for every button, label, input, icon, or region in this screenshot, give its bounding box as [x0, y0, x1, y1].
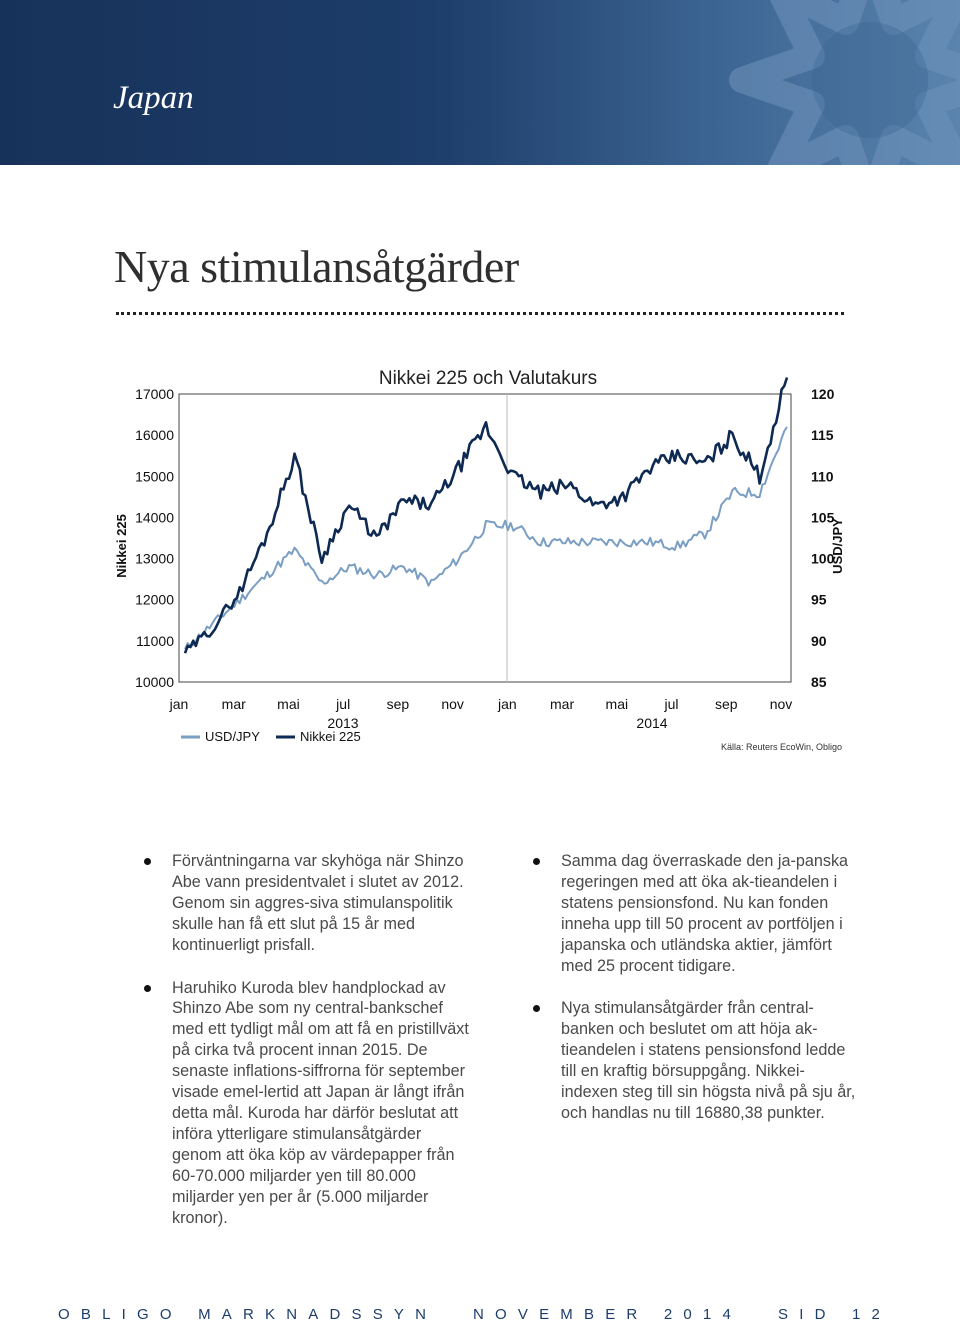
bullet-abe-election: Förväntningarna var skyhöga när Shinzo Abe vann presidentvalet i slutet av 2012. Genom sin aggres-siva stimulanspolitik skulle han få ett slut på 15 år med kontinuerligt prisfall. — [172, 851, 472, 956]
left-tick-label: 13000 — [135, 550, 174, 567]
right-tick-label: 115 — [811, 427, 834, 444]
star-logo-icon — [720, 0, 960, 165]
left-column — [172, 851, 472, 1250]
x-tick-label: nov — [769, 696, 793, 712]
x-axis-ticks — [169, 696, 793, 731]
series-line — [185, 378, 787, 654]
right-tick-label: 110 — [811, 468, 834, 485]
right-tick-label: 85 — [811, 674, 827, 690]
series-line — [185, 427, 787, 649]
nikkei-usdjpy-chart — [0, 350, 960, 760]
page-title: Nya stimulansåtgärder — [114, 241, 519, 292]
right-tick-label: 95 — [811, 591, 827, 608]
footer-date: NOVEMBER 2014 — [473, 1306, 742, 1323]
chart-source: Källa: Reuters EcoWin, Obligo — [720, 742, 842, 752]
bullet-kuroda: Haruhiko Kuroda blev handplockad av Shinzo Abe som ny central-bankschef med ett tydligt mål om att få en pristillväxt på cirka två procent innan 2015. De senaste inflations-siffrorna för september visade emel-lertid att Japan är långt ifrån detta mål. Kuroda har därför beslutat att införa ytterligare stimulansåtgärder genom att öka köp av värdepapper från 60-70.000 miljarder yen till 80.000 miljarder yen per år (5.000 miljarder kronor). — [172, 978, 472, 1229]
x-tick-label: nov — [441, 696, 464, 712]
x-tick-label: mar — [550, 696, 575, 712]
left-tick-label: 11000 — [136, 632, 174, 649]
x-tick-label: mar — [221, 696, 246, 712]
x-tick-label: jan — [169, 696, 189, 712]
footer-publication: OBLIGO MARKNADSSYN — [58, 1306, 438, 1323]
x-tick-label: jan — [498, 696, 517, 712]
left-tick-label: 17000 — [135, 386, 174, 402]
year-label: 2014 — [636, 715, 668, 731]
section-title: Japan — [113, 80, 194, 116]
legend-label: Nikkei 225 — [300, 729, 361, 744]
legend-label: USD/JPY — [205, 729, 260, 744]
series-layer — [185, 378, 787, 654]
x-tick-label: mai — [605, 696, 629, 712]
left-axis-ticks — [135, 386, 174, 690]
left-tick-label: 14000 — [135, 509, 174, 526]
right-column — [561, 851, 861, 1146]
x-tick-label: sep — [714, 696, 738, 712]
dotted-divider — [116, 312, 844, 315]
chart-legend — [181, 729, 361, 744]
bullet-pension-fund: Samma dag överraskade den ja-panska regeringen med att öka ak-tieandelen i statens pensionsfond. Nu kan fonden inneha upp till 50 procent av portföljen i japanska och utländska aktier, jämfört med 25 procent tidigare. — [561, 851, 861, 976]
right-tick-label: 105 — [811, 509, 835, 526]
right-tick-label: 90 — [811, 632, 827, 649]
chart-title: Nikkei 225 och Valutakurs — [378, 368, 598, 389]
left-tick-label: 12000 — [135, 591, 174, 608]
plot-area — [179, 394, 791, 682]
left-tick-label: 15000 — [135, 468, 174, 485]
bullet-stock-rally: Nya stimulansåtgärder från central-banken och beslutet om att höja ak-tieandelen i statens pensionsfond ledde till en kraftig börsuppgång. Nikkei-indexen steg till sin högsta nivå på sju år, och handlas nu till 16880,38 punkter. — [561, 998, 861, 1123]
x-tick-label: sep — [386, 696, 410, 712]
x-tick-label: mai — [277, 696, 300, 712]
left-tick-label: 16000 — [135, 427, 174, 444]
right-axis-title: USD/JPY — [830, 518, 845, 574]
page-footer — [0, 1306, 960, 1326]
left-tick-label: 10000 — [135, 674, 174, 690]
x-tick-label: jul — [664, 696, 679, 712]
right-tick-label: 100 — [811, 550, 835, 567]
right-tick-label: 120 — [811, 386, 835, 402]
left-axis-title: Nikkei 225 — [114, 514, 129, 578]
footer-page-number: SID 12 — [778, 1306, 892, 1323]
year-label: 2013 — [327, 715, 359, 731]
x-tick-label: jul — [336, 696, 351, 712]
header-banner — [0, 0, 960, 165]
